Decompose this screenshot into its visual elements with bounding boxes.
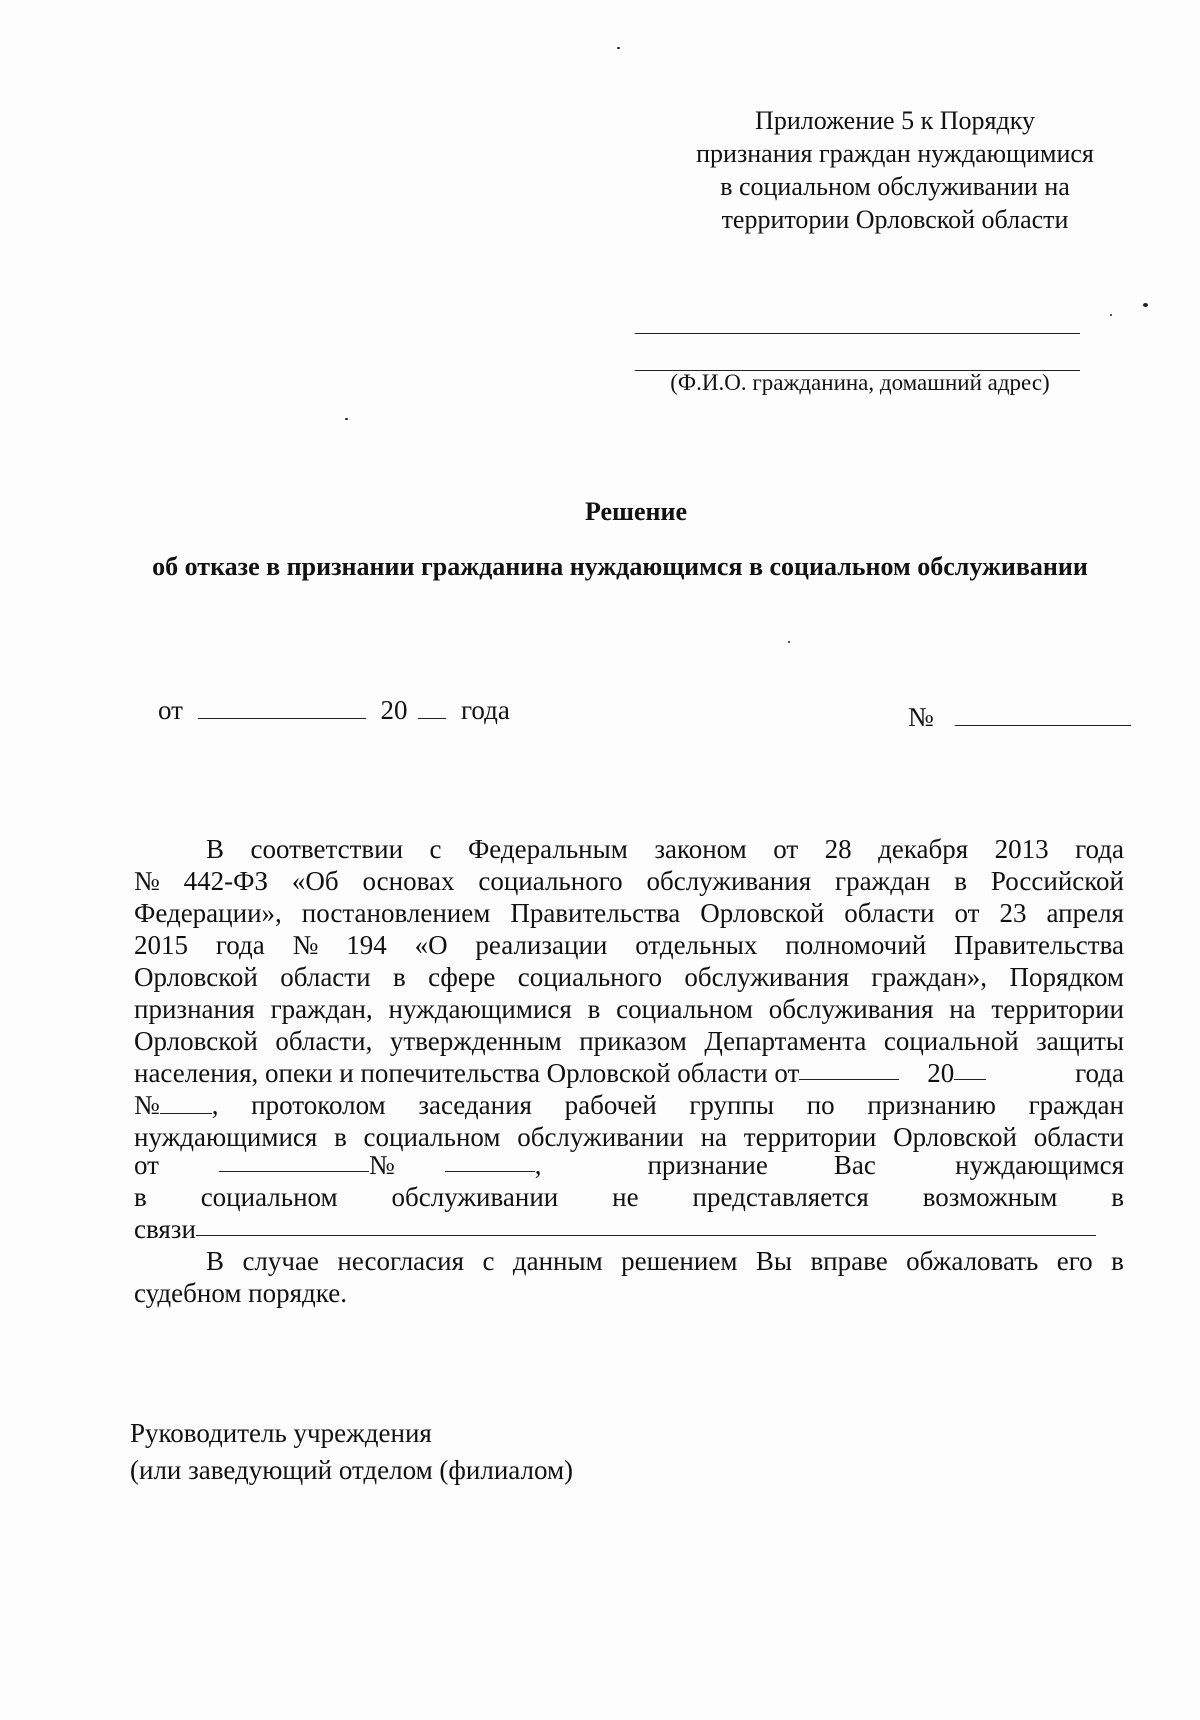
signature-block (130, 1415, 573, 1489)
protocol-date-blank (219, 1149, 369, 1172)
scan-speck (345, 418, 348, 420)
number-blank (955, 703, 1131, 726)
signature-title: Руководитель учреждения (130, 1418, 432, 1448)
scan-speck (788, 641, 790, 643)
decision-body (134, 833, 1124, 1309)
order-date-blank (799, 1057, 899, 1080)
body-line: в социальном обслуживании не представляется возможным в (134, 1182, 1124, 1212)
recipient-name-line (635, 333, 1080, 334)
body-line: Орловской области в сфере социального обслуживания граждан», Порядком (134, 962, 1124, 992)
appendix-line: территории Орловской области (721, 205, 1069, 234)
decision-date-row (158, 695, 510, 726)
number-label: № (908, 702, 934, 732)
appendix-line: признания граждан нуждающимися (696, 139, 1094, 168)
body-line: № , протоколом заседания рабочей группы по признанию граждан (134, 1090, 1124, 1120)
order-number-blank (160, 1091, 212, 1114)
body-line: от № , признание Вас нуждающимся (134, 1150, 1124, 1180)
scan-speck (617, 47, 620, 49)
decision-number-row (908, 702, 1131, 733)
body-line: Федерации», постановлением Правительства Орловской области от 23 апреля (134, 898, 1124, 928)
appeal-line: В случае несогласия с данным решением Вы вправе обжаловать его в (206, 1246, 1124, 1276)
year-prefix: 20 (380, 695, 408, 725)
order-year-blank (954, 1057, 986, 1080)
body-line: связи (134, 1213, 1124, 1245)
appendix-header (660, 104, 1130, 236)
year-blank (418, 696, 446, 719)
body-line: Орловской области, утвержденным приказом Департамента социальной защиты (134, 1026, 1124, 1056)
protocol-number-blank (445, 1149, 535, 1172)
appendix-line: Приложение 5 к Порядку (755, 106, 1035, 135)
body-line: нуждающимися в социальном обслуживании на территории Орловской области (134, 1122, 1124, 1152)
date-suffix: года (460, 695, 510, 725)
reason-blank (196, 1213, 1096, 1236)
body-line: населения, опеки и попечительства Орловской области от 20 года (134, 1058, 1124, 1088)
date-blank (198, 696, 366, 719)
signature-subtitle: (или заведующий отделом (филиалом) (130, 1455, 574, 1485)
scan-speck (1110, 314, 1112, 316)
appendix-line: в социальном обслуживании на (720, 172, 1070, 201)
date-prefix: от (158, 695, 183, 725)
scan-speck (1143, 303, 1148, 307)
appeal-line: судебном порядке. (134, 1278, 347, 1308)
body-line: № 442-ФЗ «Об основах социального обслуживания граждан в Российской (134, 866, 1124, 896)
document-subtitle: об отказе в признании гражданина нуждающимся в социальном обслуживании (152, 552, 1088, 581)
body-line: признания граждан, нуждающимися в социальном обслуживания на территории (134, 994, 1124, 1024)
body-line: В соответствии с Федеральным законом от 28 декабря 2013 года (206, 834, 1124, 864)
document-title: Решение (584, 497, 688, 526)
recipient-caption: (Ф.И.О. гражданина, домашний адрес) (670, 370, 1050, 395)
body-line: 2015 года № 194 «О реализации отдельных полномочий Правительства (134, 930, 1124, 960)
